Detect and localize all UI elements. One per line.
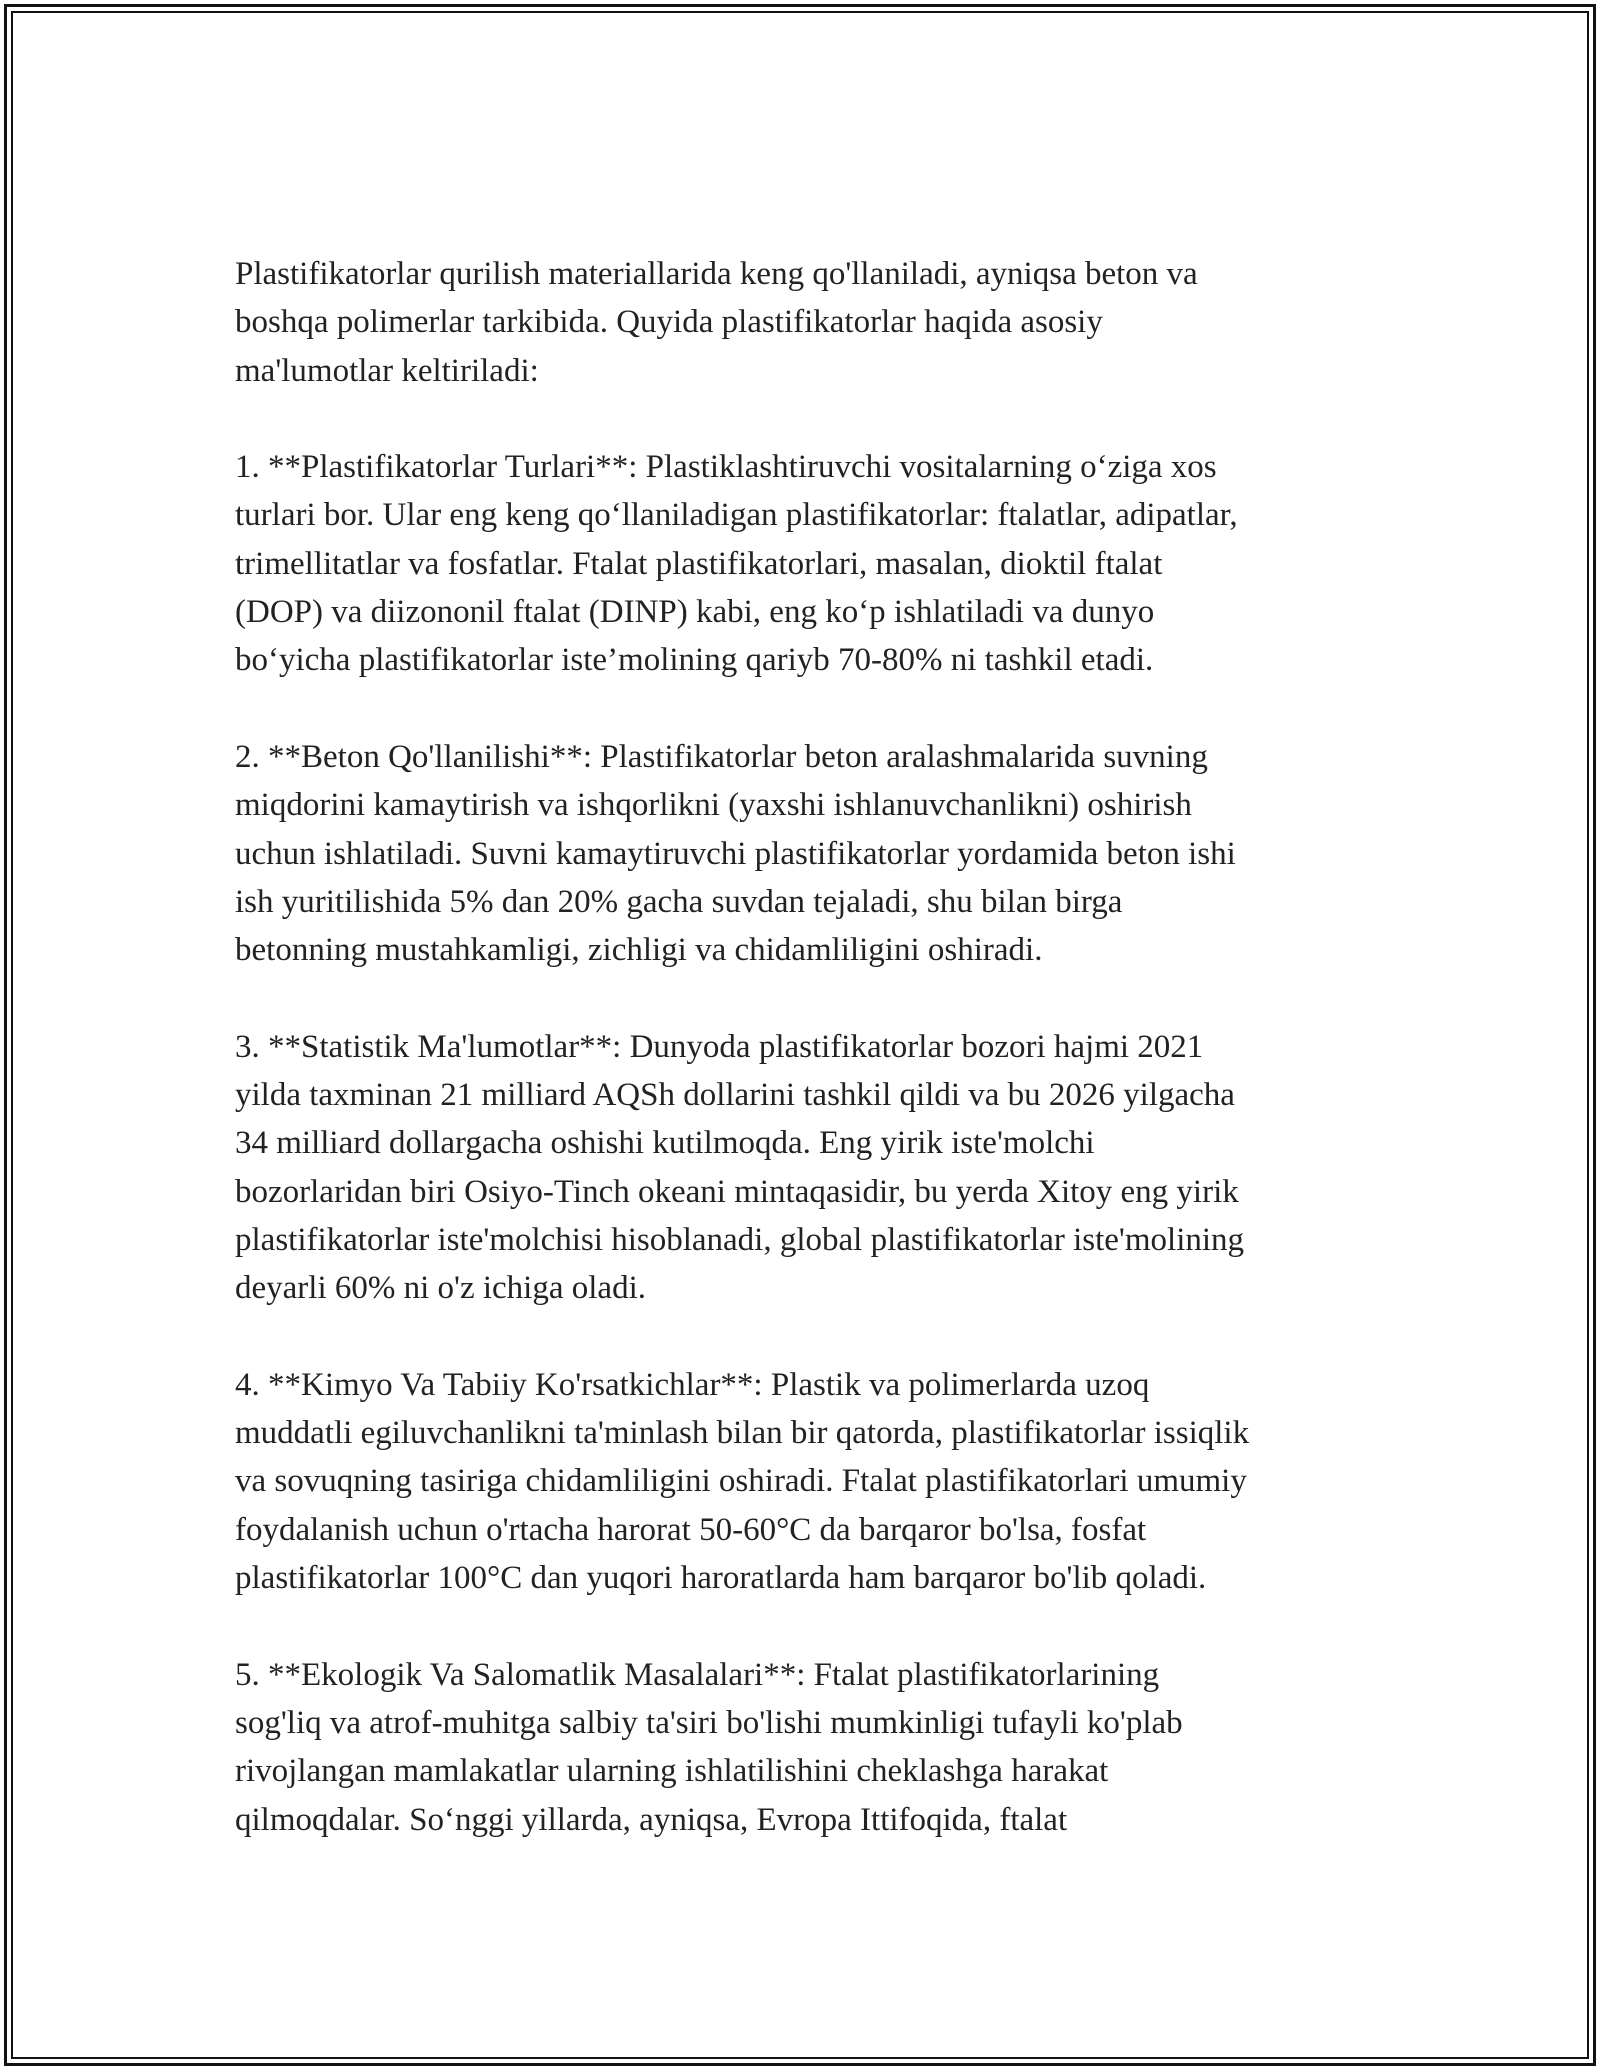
text-line: trimellitatlar va fosfatlar. Ftalat plastifikatorlari, masalan, dioktil ftalat: [235, 545, 1163, 582]
text-line: 4. **Kimyo Va Tabiiy Ko'rsatkichlar**: Plastik va polimerlarda uzoq: [235, 1366, 1150, 1403]
text-line: sog'liq va atrof-muhitga salbiy ta'siri bo'lishi mumkinligi tufayli ko'plab: [235, 1704, 1183, 1741]
section-ecology-health: [235, 1651, 1365, 1844]
text-line: (DOP) va diizononil ftalat (DINP) kabi, eng ko‘p ishlatiladi va dunyo: [235, 594, 1155, 631]
text-line: plastifikatorlar 100°C dan yuqori haroratlarda ham barqaror bo'lib qoladi.: [235, 1560, 1207, 1597]
text-line: ma'lumotlar keltiriladi:: [235, 352, 539, 389]
text-line: 5. **Ekologik Va Salomatlik Masalalari**: Ftalat plastifikatorlarining: [235, 1656, 1160, 1693]
text-line: bo‘yicha plastifikatorlar iste’molining qariyb 70-80% ni tashkil etadi.: [235, 642, 1154, 679]
text-line: yilda taxminan 21 milliard AQSh dollarini tashkil qildi va bu 2026 yilgacha: [235, 1077, 1235, 1114]
text-line: miqdorini kamaytirish va ishqorlikni (yaxshi ishlanuvchanlikni) oshirish: [235, 787, 1192, 824]
text-line: 3. **Statistik Ma'lumotlar**: Dunyoda plastifikatorlar bozori hajmi 2021: [235, 1028, 1204, 1065]
text-line: betonning mustahkamligi, zichligi va chidamliligini oshiradi.: [235, 932, 1043, 969]
section-statistics: [235, 1023, 1365, 1313]
text-line: va sovuqning tasiriga chidamliligini oshiradi. Ftalat plastifikatorlari umumiy: [235, 1463, 1247, 1500]
section-plasticizer-types: [235, 443, 1365, 684]
text-line: muddatli egiluvchanlikni ta'minlash bilan bir qatorda, plastifikatorlar issiqlik: [235, 1415, 1250, 1452]
text-line: foydalanish uchun o'rtacha harorat 50-60°C da barqaror bo'lsa, fosfat: [235, 1511, 1147, 1548]
text-line: 2. **Beton Qo'llanilishi**: Plastifikatorlar beton aralashmalarida suvning: [235, 738, 1208, 775]
text-line: plastifikatorlar iste'molchisi hisoblanadi, global plastifikatorlar iste'molining: [235, 1221, 1245, 1258]
text-line: turlari bor. Ular eng keng qo‘llaniladigan plastifikatorlar: ftalatlar, adipatlar,: [235, 497, 1238, 534]
text-line: 34 milliard dollargacha oshishi kutilmoqda. Eng yirik iste'molchi: [235, 1125, 1095, 1162]
text-line: uchun ishlatiladi. Suvni kamaytiruvchi plastifikatorlar yordamida beton ishi: [235, 835, 1236, 872]
section-concrete-use: [235, 733, 1365, 974]
text-line: Plastifikatorlar qurilish materiallarida keng qo'llaniladi, ayniqsa beton va: [235, 256, 1198, 292]
text-line: qilmoqdalar. So‘nggi yillarda, ayniqsa, Evropa Ittifoqida, ftalat: [235, 1801, 1068, 1838]
text-line: bozorlaridan biri Osiyo-Tinch okeani mintaqasidir, bu yerda Xitoy eng yirik: [235, 1173, 1239, 1210]
document-body: [235, 250, 1365, 1844]
text-line: 1. **Plastifikatorlar Turlari**: Plastiklashtiruvchi vositalarning o‘ziga xos: [235, 449, 1217, 486]
text-line: deyarli 60% ni o'z ichiga oladi.: [235, 1270, 646, 1307]
text-line: boshqa polimerlar tarkibida. Quyida plastifikatorlar haqida asosiy: [235, 304, 1103, 341]
text-line: ish yuritilishida 5% dan 20% gacha suvdan tejaladi, shu bilan birga: [235, 883, 1123, 920]
text-line: rivojlangan mamlakatlar ularning ishlatilishini cheklashga harakat: [235, 1753, 1109, 1790]
section-chemical-indicators: [235, 1361, 1365, 1602]
intro-paragraph: [235, 250, 1365, 395]
